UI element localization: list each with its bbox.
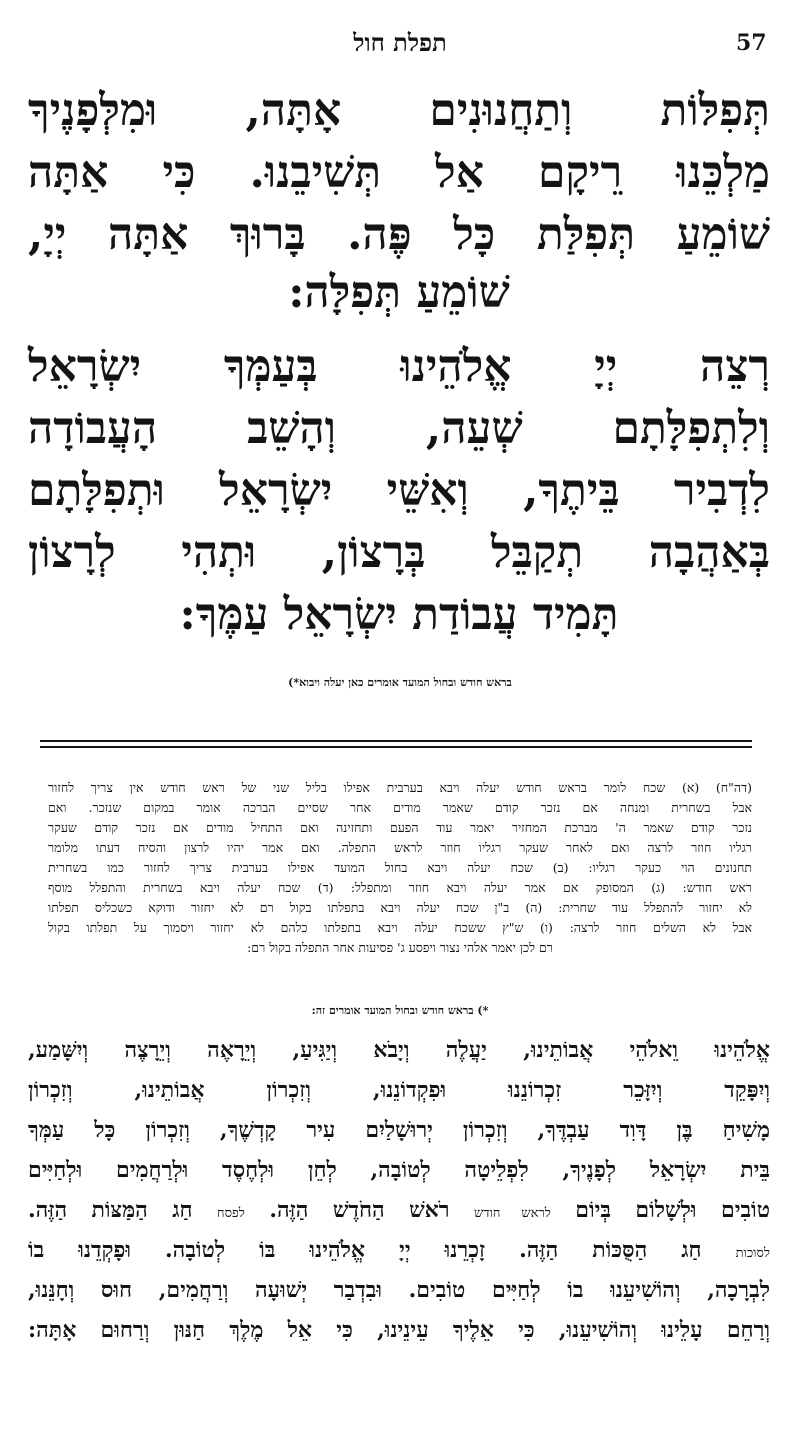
yaaleh-line-3: מָשִׁיחַ בֶּן דָּוִד עַבְדֶּךָ, וְזִכְרוֹן יְרוּשָׁלַיִם עִיר קָדְשֶׁךָ, וְזִכְרוֹן כָּל עַמְּךָ [28, 1117, 770, 1143]
yaaleh-line-5 [28, 1190, 770, 1234]
yaaleh-line-4: בֵּית יִשְׂרָאֵל לְפָנֶיךָ, לִפְלֵיטָה לְטוֹבָה, לְחֵן וּלְחֶסֶד וּלְרַחֲמִים וּלְחַיִּים [28, 1157, 770, 1183]
commentary-line-9: רם לכן יאמר אלהי נצור ויפסע ג' פסיעות אחר התפלה בקול רם: [247, 940, 553, 955]
yaaleh-line-1: אֱלֹהֵינוּ וֵאלֹהֵי אֲבוֹתֵינוּ, יַעֲלֶה וְיָבֹא וְיַגִּיעַ, וְיֵרָאֶה וְיֵרָצֶה וְיִשָּׁמַע, [28, 1037, 770, 1063]
commentary-line-5: תחנונים הוי כעקר רגליו: (ב) שכח יעלה ויבא בחול המועד אפילו בערבית צריך לחזור כמו בשחרית [48, 860, 752, 875]
commentary-line-4: רגליו חוזר לרצה ואם לאחר שעקר רגליו חוזר לראש התפלה. ואם אמר יהיו לרצון והסיח דעתו מלומר [48, 840, 752, 855]
commentary-line-1: (דה"ח) (א) שכח לומר בראש חודש יעלה ויבא בערבית אפילו בליל שני של ראש חודש אין צריך לחזור [48, 780, 752, 795]
commentary-line-6: ראש חודש: (ג) המסופק אם אמר יעלה ויבא חוזר ומתפלל: (ד) שכח יעלה ויבא בשחרית והתפלל מוסף [48, 880, 752, 895]
yaaleh-line-6 [28, 1230, 770, 1274]
shomea-line-1: תְּפִלּוֹת וְתַחֲנוּנִים אָתָּה, וּמִלְּפָנֶיךָ [28, 85, 770, 136]
shomea-line-2: מַלְכֵּנוּ רֵיקָם אַל תְּשִׁיבֵנוּ. כִּי אַתָּה [28, 147, 770, 198]
retzeh-line-3: לִדְבִיר בֵּיתֶךָ, וְאִשֵּׁי יִשְׂרָאֵל וּתְפִלָּתָם [28, 465, 770, 516]
retzeh-line-2: וְלִתְפִלָּתָם שְׁעֵה, וְהָשֵׁב הָעֲבוֹדָה [28, 403, 770, 454]
footnote-heading: *) בראש חודש ובחול המועד אומרים זה: [311, 1004, 489, 1017]
commentary-line-7: לא יחזור להתפלל עוד שחרית: (ה) ב"ן שכח יעלה ויבא בתפלתו בקול רם לא יחזור ודוקא כשכליס תפלתו [48, 900, 752, 915]
commentary-line-8: אבל לא השלים חוזר לרצה: (ו) ש"ץ ששכח יעלה ויבא בתפלתו כלהם לא יחזור ויסמוך על תפלתו בקול [48, 920, 752, 935]
rosh-chodesh-instruction: בראש חודש ובחול המועד אומרים כאן יעלה ויבוא*) [288, 676, 512, 689]
retzeh-line-1: רְצֵה יְיָ אֱלֹהֵינוּ בְּעַמְּךָ יִשְׂרָאֵל [28, 341, 770, 392]
shomea-line-4: שׁוֹמֵעַ תְּפִלָּה: [288, 267, 510, 318]
rubric-sukkot: לסוכות [735, 1246, 770, 1261]
shomea-line-3: שׁוֹמֵעַ תְּפִלַּת כָּל פֶּה. בָּרוּךְ אַתָּה יְיָ, [28, 209, 770, 260]
running-head: תפלת חול [353, 28, 447, 57]
retzeh-line-4: בְּאַהֲבָה תְקַבֵּל בְּרָצוֹן, וּתְהִי לְרָצוֹן [28, 527, 770, 578]
yaaleh-line-2: וְיִפָּקֵד וְיִזָּכֵר זִכְרוֹנֵנוּ וּפִקְדוֹנֵנוּ, וְזִכְרוֹן אֲבוֹתֵינוּ, וְזִכְרוֹן [28, 1077, 770, 1103]
commentary-line-3: נזכר קודם שאמר ה' מברכת המחזיר יאמר עוד הפעם ותחזינה ואם התחיל מודים אם נזכר קודם שעקר [48, 820, 752, 835]
yaaleh-line-8: וְרַחֵם עָלֵינוּ וְהוֹשִׁיעֵנוּ, כִּי אֵלֶיךָ עֵינֵינוּ, כִּי אֵל מֶלֶךְ חַנּוּן וְרַחוּם אָתָּה: [28, 1317, 770, 1343]
double-rule-top [40, 740, 752, 742]
yaaleh-line-5-text-a: טוֹבִים וּלְשָׁלוֹם בְּיוֹם [575, 1197, 770, 1223]
rubric-pesach: לפסח [216, 1206, 245, 1221]
retzeh-line-5: תָּמִיד עֲבוֹדַת יִשְׂרָאֵל עַמֶּךָ: [179, 589, 619, 640]
rubric-rosh-chodesh: לראש חודש [474, 1206, 551, 1221]
commentary-line-2: אבל בשחרית ומנחה אם נזכר קודם שאמר מודים אחר שסיים הברכה אומר במקום שנזכר. ואם [48, 800, 752, 815]
yaaleh-line-6-text: חַג הַסֻּכּוֹת הַזֶּה. זָכְרֵנוּ יְיָ אֱלֹהֵינוּ בּוֹ לְטוֹבָה. וּפָקְדֵנוּ בוֹ [28, 1237, 702, 1263]
yaaleh-line-5-text-b: רֹאשׁ הַחֹדֶשׁ הַזֶּה. [269, 1197, 450, 1223]
page-number: 57 [736, 30, 767, 56]
yaaleh-line-7: לִבְרָכָה, וְהוֹשִׁיעֵנוּ בוֹ לְחַיִּים טוֹבִים. וּבִדְבַר יְשׁוּעָה וְרַחֲמִים, חוּס וְחָנֵּנוּ, [28, 1277, 770, 1303]
double-rule-bottom [40, 746, 752, 748]
yaaleh-line-5-text-c: חַג הַמַּצּוֹת הַזֶּה. [28, 1197, 193, 1223]
